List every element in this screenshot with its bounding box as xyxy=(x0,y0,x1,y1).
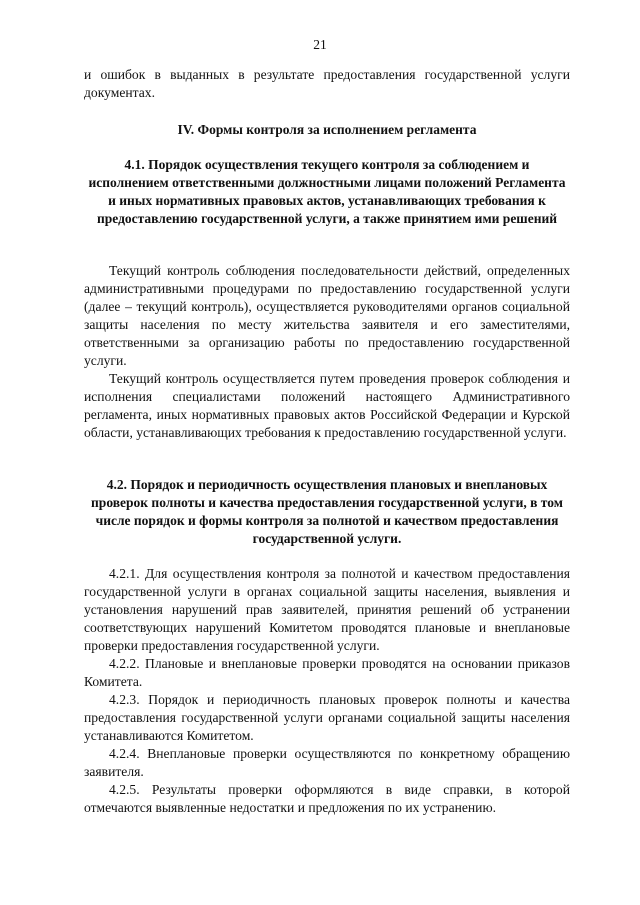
subsection-4-2-body xyxy=(84,565,570,817)
section-title: IV. Формы контроля за исполнением регламента xyxy=(177,122,477,137)
intro-paragraph: и ошибок в выданных в результате предоставления государственной услуги документах. xyxy=(84,67,570,100)
paragraph: 4.2.5. Результаты проверки оформляются в виде справки, в которой отмечаются выявленные недостатки и предложения по их устранению. xyxy=(84,782,570,815)
paragraph: 4.2.3. Порядок и периодичность плановых проверок полноты и качества предоставления государственной услуги органами социальной защиты населения устанавливаются Комитетом. xyxy=(84,692,570,743)
subsection-4-1-title: 4.1. Порядок осуществления текущего контроля за соблюдением и исполнением ответственными должностными лицами положений Регламента и иных нормативных правовых актов, устанавливающих требования к предоставлению государственной услуги, а также принятием ими решений xyxy=(88,157,566,226)
subsection-4-2-title: 4.2. Порядок и периодичность осуществления плановых и внеплановых проверок полноты и качества предоставления государственной услуги, в том числе порядок и формы контроля за полнотой и качеством предоставления государственной услуги. xyxy=(91,477,563,546)
paragraph: 4.2.4. Внеплановые проверки осуществляются по конкретному обращению заявителя. xyxy=(84,746,570,779)
intro-paragraph-block xyxy=(84,66,570,102)
page-number: 21 xyxy=(313,37,327,52)
paragraph: 4.2.1. Для осуществления контроля за полнотой и качеством предоставления государственной услуги в органах социальной защиты населения, выявления и установления нарушений прав заявителей, принятия решений об устранении соответствующих нарушений Комитетом проводятся плановые и внеплановые проверки предоставления государственной услуги. xyxy=(84,566,570,653)
paragraph: Текущий контроль соблюдения последовательности действий, определенных административными процедурами по предоставлению государственной услуги (далее – текущий контроль), осуществляется руководителями органов социальной защиты населения по месту жительства заявителя и его заместителями, ответственными за организацию работы по предоставлению государственной услуги. xyxy=(84,263,570,368)
subsection-4-1-body xyxy=(84,262,570,442)
paragraph: 4.2.2. Плановые и внеплановые проверки проводятся на основании приказов Комитета. xyxy=(84,656,570,689)
paragraph: Текущий контроль осуществляется путем проведения проверок соблюдения и исполнения специалистами положений настоящего Административного регламента, иных нормативных правовых актов Российской Федерации и Курской области, устанавливающих требования к предоставлению государственной услуги. xyxy=(84,371,570,440)
